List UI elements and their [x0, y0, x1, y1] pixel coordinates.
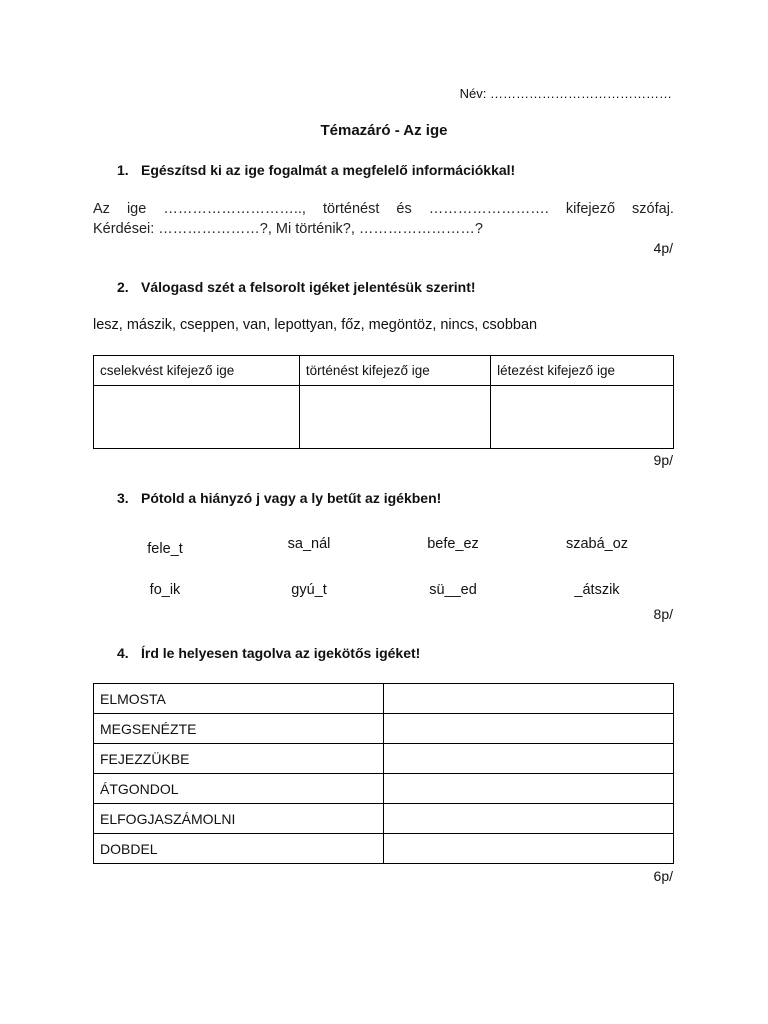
answer-cell[interactable] [384, 774, 674, 804]
table-row [94, 714, 674, 744]
fill-in-line-2[interactable]: Kérdései: …………………?, Mi történik?, ……………………? [93, 221, 483, 237]
prefix-verb-table [93, 683, 674, 864]
points-label: 6p/ [653, 868, 673, 884]
answer-cell[interactable] [94, 386, 300, 449]
word: és [396, 201, 412, 217]
page-title: Témazáró - Az ige [320, 122, 448, 139]
word: szófaj. [632, 201, 674, 217]
question-text: Írd le helyesen tagolva az igekötős igéket! [141, 645, 421, 661]
word-item[interactable]: fo_ik [149, 582, 181, 598]
answer-cell[interactable] [384, 684, 674, 714]
sorting-table [93, 355, 674, 449]
answer-cell[interactable] [299, 386, 490, 449]
word-item[interactable]: szabá_oz [565, 536, 629, 552]
question-3-heading [117, 490, 441, 506]
column-header: létezést kifejező ige [491, 356, 674, 386]
name-line: Név: …………………………………… [459, 86, 672, 101]
word-item[interactable]: gyú_t [291, 582, 327, 598]
verb-cell: MEGSENÉZTE [94, 714, 384, 744]
question-number: 1. [117, 162, 129, 178]
answer-row [94, 386, 674, 449]
word-item[interactable]: sa_nál [287, 536, 331, 552]
question-1-heading [117, 162, 515, 178]
verb-cell: ELFOGJASZÁMOLNI [94, 804, 384, 834]
question-4-heading [117, 645, 420, 661]
verb-cell: ELMOSTA [94, 684, 384, 714]
blank[interactable]: ……………………. [428, 201, 549, 217]
word-item[interactable]: fele_t [147, 541, 183, 557]
blank[interactable]: ……………………….., [163, 201, 306, 217]
word-item[interactable]: sü__ed [429, 582, 477, 598]
verb-cell: ÁTGONDOL [94, 774, 384, 804]
question-number: 3. [117, 490, 129, 506]
table-row [94, 774, 674, 804]
answer-cell[interactable] [384, 834, 674, 864]
verb-cell: FEJEZZÜKBE [94, 744, 384, 774]
question-1-fill-in [93, 199, 674, 239]
question-2-heading [117, 279, 476, 295]
table-row [94, 744, 674, 774]
word-item[interactable]: _átszik [574, 582, 620, 598]
question-number: 2. [117, 279, 129, 295]
question-text: Egészítsd ki az ige fogalmát a megfelelő információkkal! [141, 162, 516, 178]
word: történést [322, 201, 380, 217]
answer-cell[interactable] [384, 744, 674, 774]
column-header: történést kifejező ige [299, 356, 490, 386]
question-text: Pótold a hiányzó j vagy a ly betűt az igékben! [141, 490, 442, 506]
word: ige [126, 201, 147, 217]
table-row [94, 804, 674, 834]
points-label: 9p/ [653, 452, 673, 468]
word: kifejező [565, 201, 616, 217]
question-text: Válogasd szét a felsorolt igéket jelentésük szerint! [141, 279, 476, 295]
question-number: 4. [117, 645, 129, 661]
points-label: 4p/ [653, 240, 673, 256]
table-row [94, 834, 674, 864]
column-header: cselekvést kifejező ige [94, 356, 300, 386]
answer-cell[interactable] [384, 804, 674, 834]
table-row [94, 684, 674, 714]
verb-list: lesz, mászik, cseppen, van, lepottyan, főz, megöntöz, nincs, csobban [93, 317, 538, 333]
word-item[interactable]: befe_ez [427, 536, 479, 552]
fill-in-line-1 [93, 199, 674, 219]
verb-cell: DOBDEL [94, 834, 384, 864]
table-header-row [94, 356, 674, 386]
answer-cell[interactable] [491, 386, 674, 449]
points-label: 8p/ [653, 606, 673, 622]
answer-cell[interactable] [384, 714, 674, 744]
word: Az [93, 201, 110, 217]
